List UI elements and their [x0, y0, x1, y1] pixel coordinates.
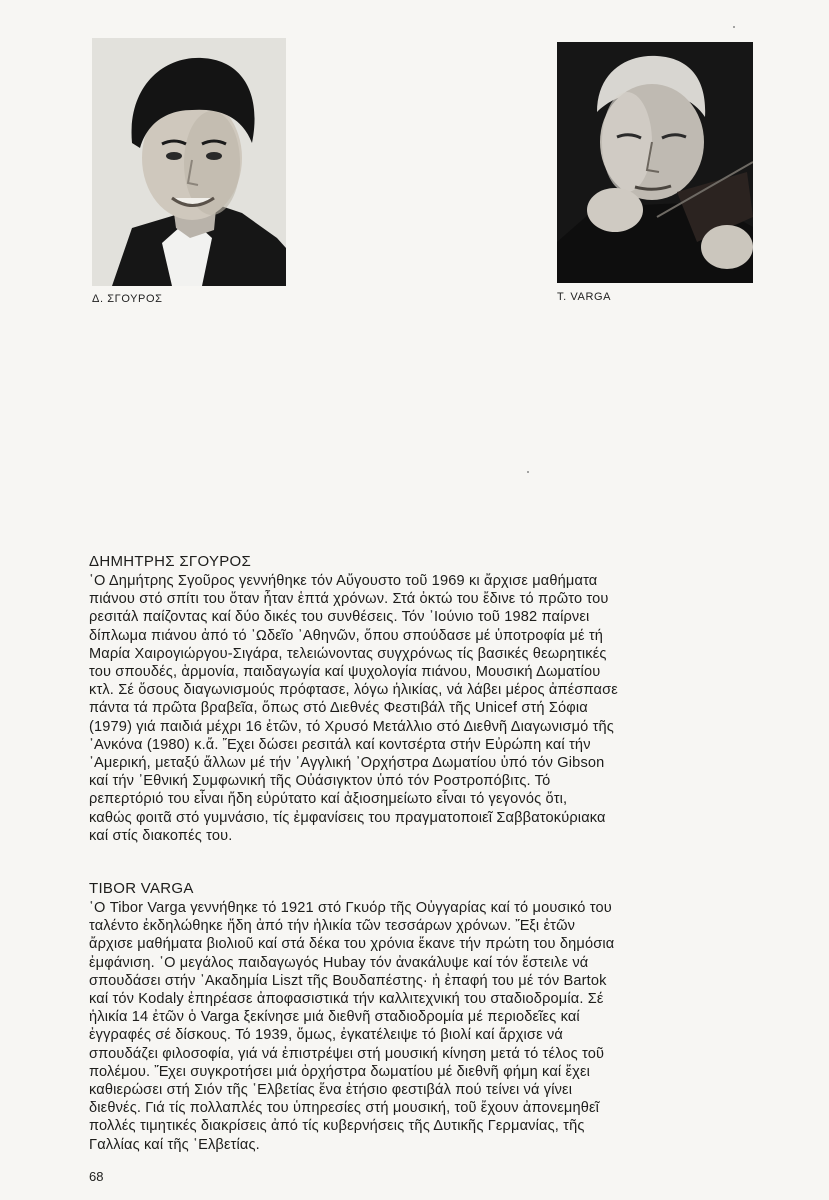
text-line: ἐμφάνιση. ῾Ο μεγάλος παιδαγωγός Hubay τόν ἀνακάλυψε καί τόν ἔστειλε νά — [89, 954, 589, 971]
text-line: καθιερώσει στή Σιόν τῆς ῾Ελβετίας ἕνα ἐτήσιο φεστιβάλ πού τείνει νά γίνει — [89, 1082, 573, 1099]
text-line: σπουδάζει φιλοσοφία, γιά νά ἐπιστρέψει στή μουσική κίνηση μετά τό τέλος τοῦ — [89, 1045, 605, 1062]
text-line: πολλές τιμητικές διακρίσεις ἀπό τίς κυβερνήσεις τῆς Δυτικῆς Γερμανίας, τῆς — [89, 1118, 585, 1135]
portrait-image-violinist — [557, 42, 753, 283]
text-line: ἄρχισε μαθήματα βιολιοῦ καί στά δέκα του χρόνια ἔκανε τήν πρώτη του δημόσια — [89, 936, 615, 953]
text-line: πολέμου. Ἔχει συγκροτήσει μιά ὀρχήστρα δωματίου μέ διεθνῆ φήμη καί ἔχει — [89, 1063, 591, 1080]
biography-title: TIBOR VARGA — [89, 880, 194, 897]
print-speck — [527, 471, 529, 473]
photo-dimitris-sgouros — [92, 38, 286, 286]
text-line: Γαλλίας καί τῆς ῾Ελβετίας. — [89, 1136, 260, 1153]
text-line: ᾽Ανκόνα (1980) κ.ἄ. Ἔχει δώσει ρεσιτάλ καί κοντσέρτα στήν Εὐρώπη καί τήν — [89, 736, 591, 753]
text-line: ῾Ο Δημήτρης Σγοῦρος γεννήθηκε τόν Αὔγουστο τοῦ 1969 κι ἄρχισε μαθήματα — [89, 573, 598, 589]
page-number: 68 — [89, 1169, 104, 1184]
text-line: σπουδάσει στήν ᾽Ακαδημία Liszt τῆς Βουδαπέστης· ἡ ἐπαφή του μέ τόν Bartok — [89, 972, 607, 989]
photo-tibor-varga — [557, 42, 753, 283]
text-line: ἡλικία 14 ἐτῶν ὁ Varga ξεκίνησε μιά διεθνῆ σταδιοδρομία μέ περιοδεῖες καί — [89, 1009, 580, 1026]
text-line: διεθνές. Γιά τίς πολλαπλές του ὑπηρεσίες στή μουσική, τοῦ ἔχουν ἀπονεμηθεῖ — [89, 1100, 600, 1117]
text-line: πάντα τά πρῶτα βραβεῖα, ὅπως στό Διεθνές Φεστιβάλ τῆς Unicef στή Σόφια — [89, 700, 588, 717]
print-speck — [733, 26, 735, 28]
biography-sgouros — [89, 553, 761, 845]
text-line: του σπουδές, ἁρμονία, παιδαγωγία καί ψυχολογία πιάνου, Μουσική Δωματίου — [89, 664, 601, 681]
text-line: ᾽Αμερική, μεταξύ ἄλλων μέ τήν ᾽Αγγλική ᾽Ορχήστρα Δωματίου ὑπό τόν Gibson — [89, 755, 605, 772]
text-line: Μαρία Χαιρογιώργου-Σιγάρα, τελειώνοντας συγχρόνως τίς βασικές θεωρητικές — [89, 645, 607, 662]
text-line: δίπλωμα πιάνου ἀπό τό ᾽Ωδεῖο ᾽Αθηνῶν, ὅπου σπούδασε μέ ὑποτροφία μέ τή — [89, 627, 604, 644]
portrait-image-boy — [92, 38, 286, 286]
text-line: καί στίς διακοπές του. — [89, 827, 233, 844]
photo-caption-left: Δ. ΣΓΟΥΡΟΣ — [92, 293, 163, 305]
text-line: ρεσιτάλ παίζοντας καί δύο δικές του συνθέσεις. Τόν ᾽Ιούνιο τοῦ 1982 παίρνει — [89, 609, 590, 626]
text-line: ρεπερτόριό του εἶναι ἤδη εὐρύτατο καί ἀξιοσημείωτο εἶναι τό γεγονός ὅτι, — [89, 791, 568, 808]
text-line: ῾Ο Tibor Varga γεννήθηκε τό 1921 στό Γκυόρ τῆς Οὐγγαρίας καί τό μουσικό του — [89, 900, 612, 916]
text-line: κτλ. Σέ ὅσους διαγωνισμούς πρόφτασε, λόγω ἡλικίας, νά λάβει μέρος ἀπέσπασε — [89, 682, 618, 699]
text-line: καί τήν ᾽Εθνική Συμφωνική τῆς Οὐάσιγκτον ὑπό τόν Ροστροπόβιτς. Τό — [89, 773, 551, 790]
photo-caption-right: T. VARGA — [557, 291, 612, 303]
text-line: καθώς φοιτᾶ στό γυμνάσιο, τίς ἐμφανίσεις του πραγματοποιεῖ Σαββατοκύριακα — [89, 809, 606, 826]
text-line: (1979) γιά παιδιά μέχρι 16 ἐτῶν, τό Χρυσό Μετάλλιο στό Διεθνῆ Διαγωνισμό τῆς — [89, 718, 614, 735]
biography-text — [89, 572, 761, 845]
biography-varga — [89, 880, 761, 1154]
text-line: καί τόν Kodaly ἐπηρέασε ἀποφασιστικά τήν καλλιτεχνική του σταδιοδρομία. Σέ — [89, 991, 604, 1008]
text-line: ταλέντο ἐκδηλώθηκε ἤδη ἀπό τήν ἡλικία τῶν τεσσάρων χρόνων. Ἔξι ἐτῶν — [89, 918, 576, 935]
biography-text — [89, 899, 761, 1154]
biography-title: ΔΗΜΗΤΡΗΣ ΣΓΟΥΡΟΣ — [89, 553, 252, 570]
text-line: ἐγγραφές σέ δίσκους. Τό 1939, ὅμως, ἐγκατέλειψε τό βιολί καί ἄρχισε νά — [89, 1027, 563, 1044]
text-line: πιάνου στό σπίτι του ὅταν ἦταν ἑπτά χρόνων. Στά ὀκτώ του ἔδινε τό πρῶτο του — [89, 591, 609, 608]
